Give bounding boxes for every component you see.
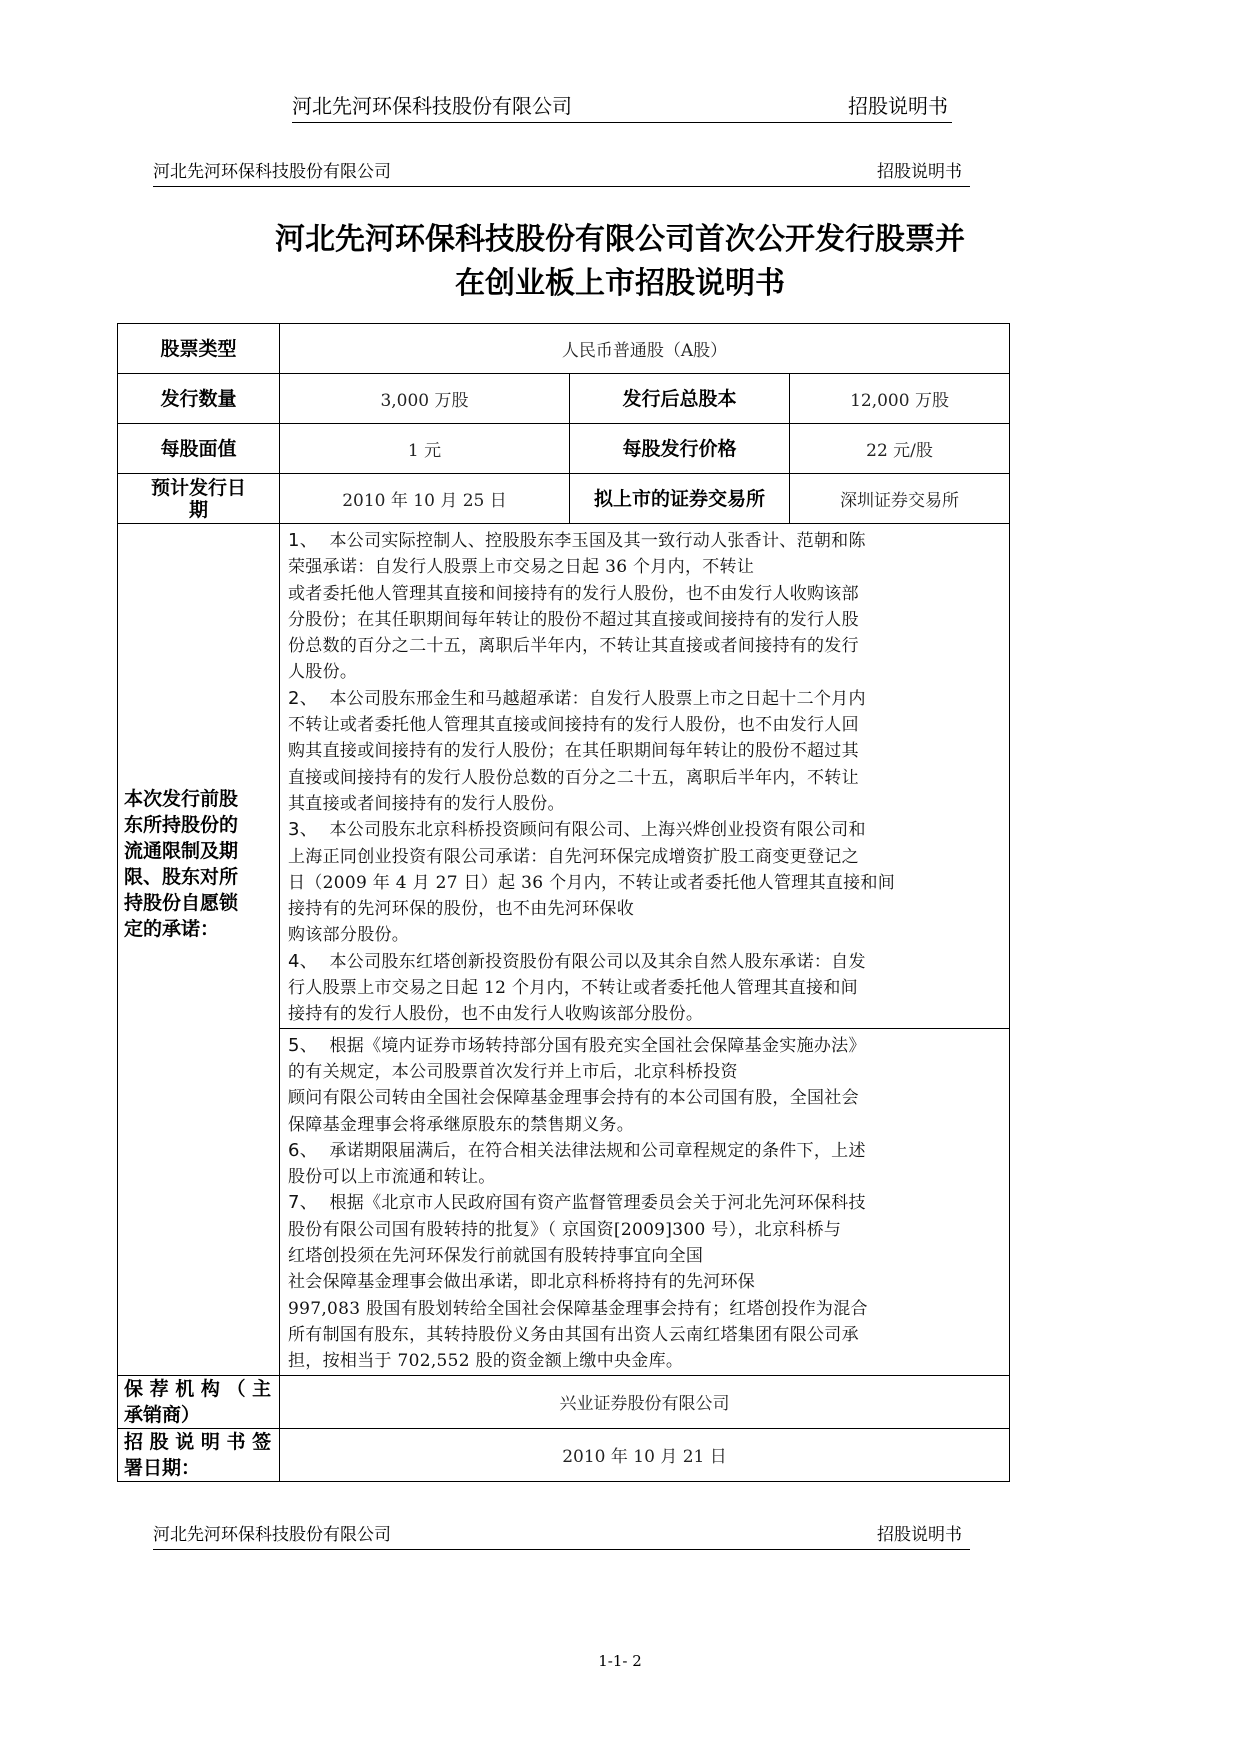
- commitment-line: [288, 1138, 1005, 1164]
- commitment-text: 社会保障基金理事会做出承诺，即北京科桥将持有的先河环保: [288, 1272, 756, 1293]
- sign-date-label: [118, 1428, 280, 1481]
- commitment-item: [288, 1138, 1005, 1191]
- commitment-text: 本公司实际控制人、控股股东李玉国及其一致行动人张香计、范朝和陈: [329, 531, 866, 551]
- commitment-text: 上海正同创业投资有限公司承诺：自先河环保完成增资扩股工商变更登记之: [288, 846, 859, 867]
- commitment-item: [288, 1190, 1005, 1374]
- commitment-text: 本公司股东北京科桥投资顾问有限公司、上海兴烨创业投资有限公司和: [329, 820, 866, 841]
- commitment-text: 997,083 股国有股划转给全国社会保障基金理事会持有；红塔创投作为混合: [288, 1298, 868, 1319]
- commitment-line: [288, 712, 1005, 738]
- commitment-text: 日（2009 年 4 月 27 日）起 36 个月内，不转让或者委托他人管理其直接和间: [288, 872, 896, 893]
- title-line-2: 在创业板上市招股说明书: [455, 266, 785, 301]
- issue-date-label-line-1: 预计发行日: [150, 476, 246, 499]
- commitment-item: [288, 949, 1005, 1028]
- commitment-line: [288, 633, 1005, 659]
- footer-company: 河北先河环保科技股份有限公司: [153, 1525, 391, 1545]
- commitment-line: [288, 659, 1005, 685]
- page-header: [153, 160, 970, 187]
- par-value-value: 1 元: [280, 424, 570, 474]
- stock-type-value: 人民币普通股（A股）: [280, 324, 1010, 374]
- commitment-line: [288, 1269, 1005, 1295]
- commitment-text: 人股份。: [288, 662, 358, 683]
- commitment-number: 1、: [288, 530, 319, 551]
- row-sponsor: [118, 1375, 1010, 1428]
- commitment-text: 份总数的百分之二十五，离职后半年内，不转让其直接或者间接持有的发行: [288, 636, 859, 657]
- header-company: 河北先河环保科技股份有限公司: [153, 162, 391, 182]
- row-issue-date: [118, 474, 1010, 524]
- commitment-number: 2、: [288, 687, 319, 709]
- issue-price-value: 22 元/股: [790, 424, 1010, 474]
- row-par-value: [118, 424, 1010, 474]
- commitment-text: 根据《北京市人民政府国有资产监督管理委员会关于河北先河环保科技: [329, 1193, 866, 1214]
- commitment-text: 荣强承诺：自发行人股票上市交易之日起 36 个月内，不转让: [288, 557, 755, 578]
- commitment-number: 6、: [288, 1139, 319, 1161]
- commitment-line: [288, 791, 1005, 817]
- commitment-line: [288, 1190, 1005, 1216]
- commitment-text: 股份有限公司国有股转持的批复》（ 京国资[2009]300 号），北京科桥与: [288, 1219, 842, 1240]
- row-lockup-part-1: [118, 524, 1010, 1029]
- issue-quantity-label: 发行数量: [118, 374, 280, 424]
- lockup-label: [118, 524, 280, 1376]
- commitment-item: [288, 686, 1005, 817]
- commitment-line: [288, 554, 1005, 580]
- commitment-line: [288, 949, 1005, 975]
- commitment-text: 担，按相当于 702,552 股的资金额上缴中央金库。: [288, 1351, 684, 1372]
- commitment-text: 红塔创投须在先河环保发行前就国有股转持事宜向全国: [288, 1246, 704, 1267]
- commitment-line: [288, 1059, 1005, 1085]
- commitment-line: [288, 738, 1005, 764]
- issue-date-value: 2010 年 10 月 25 日: [280, 474, 570, 524]
- commitment-line: [288, 1001, 1005, 1027]
- commitment-text: 保障基金理事会将承继原股东的禁售期义务。: [288, 1114, 634, 1135]
- commitment-text: 购该部分股份。: [288, 925, 410, 946]
- commitment-text: 其直接或者间接持有的发行人股份。: [288, 793, 565, 814]
- commitment-line: [288, 581, 1005, 607]
- commitment-line: [288, 1348, 1005, 1374]
- commitment-line: [288, 870, 1005, 896]
- top-header-doc-type: 招股说明书: [848, 94, 948, 118]
- commitment-line: [288, 1033, 1005, 1059]
- stock-type-label: 股票类型: [118, 324, 280, 374]
- lockup-label-line: 本次发行前股: [124, 788, 239, 811]
- commitment-line: [288, 975, 1005, 1001]
- commitment-line: [288, 686, 1005, 712]
- commitment-text: 本公司股东红塔创新投资股份有限公司以及其余自然人股东承诺：自发: [329, 951, 866, 972]
- sponsor-label: [118, 1375, 280, 1428]
- issue-quantity-value: 3,000 万股: [280, 374, 570, 424]
- commitment-line: [288, 1322, 1005, 1348]
- commitment-line: [288, 896, 1005, 922]
- sponsor-label-line-1: 保 荐 机 构 （ 主: [124, 1377, 272, 1400]
- par-value-label: 每股面值: [118, 424, 280, 474]
- commitment-text: 接持有的发行人股份，也不由发行人收购该部分股份。: [288, 1004, 704, 1025]
- sign-date-label-line-2: 署日期：: [124, 1456, 201, 1479]
- lockup-label-line: 东所持股份的: [124, 814, 239, 837]
- commitment-line: [288, 528, 1005, 554]
- commitment-text: 接持有的先河环保的股份，也不由先河环保收: [288, 899, 634, 920]
- commitment-line: [288, 1217, 1005, 1243]
- commitment-number: 5、: [288, 1034, 319, 1056]
- commitment-text: 股份可以上市流通和转让。: [288, 1167, 496, 1188]
- commitment-number: 3、: [288, 819, 319, 841]
- commitment-line: [288, 1112, 1005, 1138]
- lockup-label-line: 限、股东对所: [124, 866, 239, 889]
- top-running-header: [292, 92, 952, 123]
- commitment-text: 直接或间接持有的发行人股份总数的百分之二十五，离职后半年内，不转让: [288, 767, 859, 788]
- sponsor-value: 兴业证券股份有限公司: [280, 1375, 1010, 1428]
- commitment-text: 或者委托他人管理其直接和间接持有的发行人股份，也不由发行人收购该部: [288, 583, 859, 604]
- commitment-text: 根据《境内证券市场转持部分国有股充实全国社会保障基金实施办法》: [329, 1035, 866, 1056]
- commitment-line: [288, 922, 1005, 948]
- commitment-text: 不转让或者委托他人管理其直接或间接持有的发行人股份，也不由发行人回: [288, 715, 859, 736]
- exchange-label: 拟上市的证券交易所: [570, 474, 790, 524]
- sponsor-label-line-2: 承销商）: [124, 1403, 201, 1426]
- commitment-item: [288, 817, 1005, 948]
- commitment-item: [288, 528, 1005, 686]
- sign-date-label-line-1: 招 股 说 明 书 签: [124, 1430, 272, 1453]
- row-sign-date: [118, 1428, 1010, 1481]
- commitment-text: 行人股票上市交易之日起 12 个月内，不转让或者委托他人管理其直接和间: [288, 978, 858, 999]
- issue-price-label: 每股发行价格: [570, 424, 790, 474]
- row-issue-quantity: [118, 374, 1010, 424]
- commitment-item: [288, 1033, 1005, 1138]
- lockup-commitments-part-2: [280, 1028, 1010, 1375]
- commitment-line: [288, 1296, 1005, 1322]
- sign-date-value: 2010 年 10 月 21 日: [280, 1428, 1010, 1481]
- document-title: [100, 218, 1140, 306]
- lockup-label-line: 定的承诺：: [124, 918, 220, 941]
- commitment-text: 本公司股东邢金生和马越超承诺：自发行人股票上市之日起十二个月内: [329, 688, 866, 709]
- page-footer-header: [153, 1523, 970, 1550]
- commitment-line: [288, 1085, 1005, 1111]
- lockup-label-line: 流通限制及期: [124, 840, 239, 863]
- row-stock-type: [118, 324, 1010, 374]
- commitment-line: [288, 817, 1005, 843]
- issue-date-label-line-2: 期: [188, 498, 208, 521]
- footer-doc-type: 招股说明书: [877, 1525, 962, 1545]
- lockup-label-line: 持股份自愿锁: [124, 892, 239, 915]
- exchange-value: 深圳证券交易所: [790, 474, 1010, 524]
- commitment-line: [288, 1164, 1005, 1190]
- total-shares-label: 发行后总股本: [570, 374, 790, 424]
- commitment-line: [288, 844, 1005, 870]
- commitment-line: [288, 1243, 1005, 1269]
- commitment-text: 承诺期限届满后，在符合相关法律法规和公司章程规定的条件下，上述: [329, 1140, 866, 1161]
- commitment-number: 4、: [288, 950, 319, 972]
- title-line-1: 河北先河环保科技股份有限公司首次公开发行股票并: [275, 222, 965, 257]
- commitment-text: 分股份；在其任职期间每年转让的股份不超过其直接或间接持有的发行人股: [288, 609, 859, 630]
- commitment-number: 7、: [288, 1192, 319, 1214]
- commitment-text: 所有制国有股东，其转持股份义务由其国有出资人云南红塔集团有限公司承: [288, 1324, 859, 1345]
- commitment-text: 的有关规定，本公司股票首次发行并上市后，北京科桥投资: [288, 1061, 738, 1082]
- commitment-line: [288, 607, 1005, 633]
- top-header-company: 河北先河环保科技股份有限公司: [292, 94, 572, 118]
- commitment-line: [288, 765, 1005, 791]
- commitment-text: 购其直接或间接持有的发行人股份；在其任职期间每年转让的股份不超过其: [288, 741, 859, 762]
- page-number: 1-1- 2: [598, 1652, 642, 1670]
- issue-date-label: [118, 474, 280, 524]
- lockup-commitments-part-1: [280, 524, 1010, 1029]
- header-doc-type: 招股说明书: [877, 162, 962, 182]
- total-shares-value: 12,000 万股: [790, 374, 1010, 424]
- offering-summary-table: [117, 323, 1010, 1482]
- commitment-text: 顾问有限公司转由全国社会保障基金理事会持有的本公司国有股，全国社会: [288, 1088, 859, 1109]
